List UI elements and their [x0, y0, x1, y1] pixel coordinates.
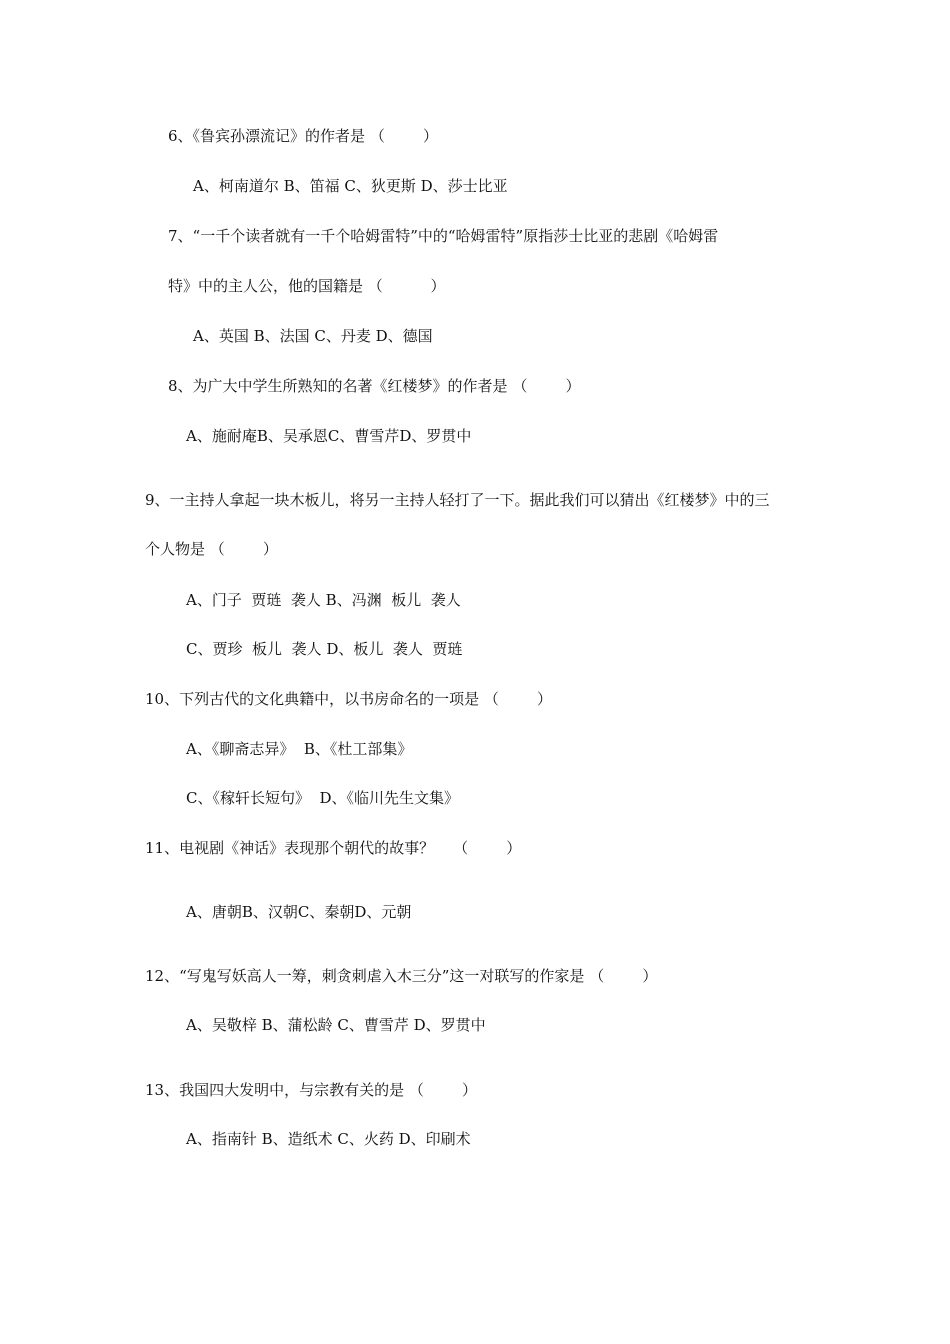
- question-11-stem: 11、电视剧《神话》表现那个朝代的故事？ （ ）: [145, 839, 522, 857]
- question-6-options: A、柯南道尔 B、笛福 C、狄更斯 D、莎士比亚: [193, 177, 508, 195]
- question-7-stem-line-2: 特》中的主人公，他的国籍是 （ ）: [168, 277, 446, 295]
- question-9-options-line-1: A、门子 贾琏 袭人 B、冯渊 板儿 袭人: [186, 591, 461, 609]
- question-8-stem: 8、为广大中学生所熟知的名著《红楼梦》的作者是 （ ）: [168, 377, 581, 395]
- question-9-stem-line-1: 9、一主持人拿起一块木板儿，将另一主持人轻打了一下。据此我们可以猜出《红楼梦》中的三: [145, 491, 770, 509]
- question-7-stem-line-1: 7、“一千个读者就有一千个哈姆雷特”中的“哈姆雷特”原指莎士比亚的悲剧《哈姆雷: [168, 227, 719, 245]
- question-12-stem: 12、“写鬼写妖高人一筹，刺贪刺虐入木三分”这一对联写的作家是 （ ）: [145, 967, 658, 985]
- question-13-options: A、指南针 B、造纸术 C、火药 D、印刷术: [186, 1130, 471, 1148]
- question-9-stem-line-2: 个人物是 （ ）: [145, 540, 278, 558]
- question-10-stem: 10、下列古代的文化典籍中，以书房命名的一项是 （ ）: [145, 690, 553, 708]
- question-6-stem: 6、《鲁宾孙漂流记》的作者是 （ ）: [168, 127, 438, 145]
- question-10-options-line-2: C、《稼轩长短句》 D、《临川先生文集》: [186, 789, 460, 807]
- question-12-options: A、吴敬梓 B、蒲松龄 C、曹雪芹 D、罗贯中: [186, 1016, 486, 1034]
- question-11-options: A、唐朝B、汉朝C、秦朝D、元朝: [186, 903, 412, 921]
- question-13-stem: 13、我国四大发明中，与宗教有关的是 （ ）: [145, 1081, 478, 1099]
- question-9-options-line-2: C、贾珍 板儿 袭人 D、板儿 袭人 贾琏: [186, 640, 463, 658]
- question-10-options-line-1: A、《聊斋志异》 B、《杜工部集》: [186, 740, 413, 758]
- question-7-options: A、英国 B、法国 C、丹麦 D、德国: [193, 327, 433, 345]
- question-8-options: A、施耐庵B、吴承恩C、曹雪芹D、罗贯中: [186, 427, 472, 445]
